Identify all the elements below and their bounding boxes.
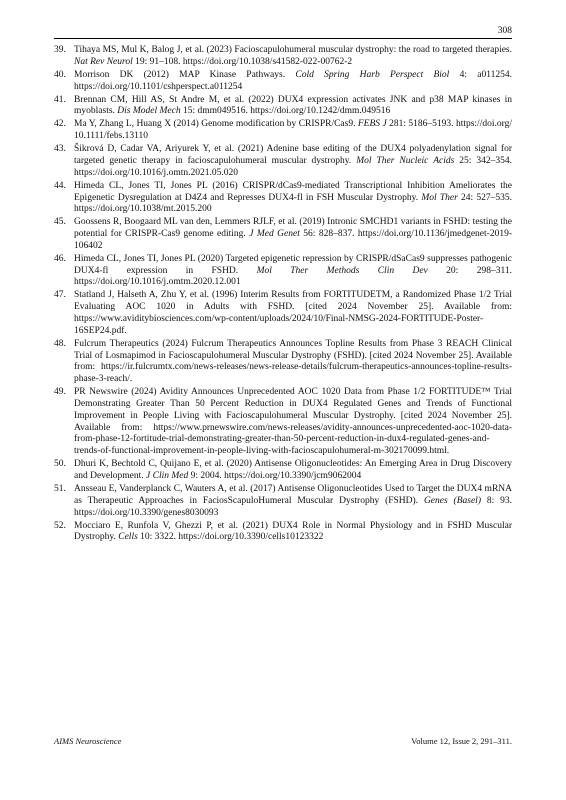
reference-journal: Dis Model Mech [117,106,181,117]
reference-item [54,95,512,119]
reference-text: Fulcrum Therapeutics (2024) Fulcrum Therapeutics Announces Topline Results from Phase 3 REACH Clinical Trial of Losmapimod in Facioscapulohumeral Muscular Dystrophy (FSHD). [cited 2024 November 25]. Available from: https://ir.fulcrumtx.com/news-releases/news-release-details/fulcrum-therapeutics-announces-topline-results-phase-3-reach/. [74,338,512,385]
reference-text: PR Newswire (2024) Avidity Announces Unprecedented AOC 1020 Data from Phase 1/2 FORTITUDE™ Trial Demonstrating Greater Than 50 Percent Reduction in DUX4 Regulated Genes and Trends of Functional Improvement in People Living with Facioscapulohumeral Muscular Dystrophy. [cited 2024 November 25]. Available from: https://www.prnewswire.com/news-releases/avidity-announces-unprecedented-aoc-1020-data-from-phase-12-fortitude-trial-demonstrating-greater-than-50-percent-reduction-in-dux4-regulated-genes-and-trends-of-functional-improvement-in-people-living-with-facioscapulohumeral-m-302170099.html. [74,387,512,457]
reference-item [54,459,512,483]
reference-item [54,387,512,458]
reference-number: 45. [54,217,66,228]
reference-number: 47. [54,290,66,301]
reference-text: 19: 91–108. https://doi.org/10.1038/s41582-022-00762-2 [132,56,353,67]
reference-text: Brennan CM, Hill AS, St Andre M, et al. (2022) DUX4 expression activates JNK and p38 MAP kinases in myoblasts. [74,94,512,117]
reference-journal: Mol Ther [421,192,458,203]
reference-number: 44. [54,180,66,191]
reference-journal: Cells [118,532,138,543]
reference-item [54,254,512,289]
reference-text: Morrison DK (2012) MAP Kinase Pathways. [74,69,296,80]
reference-item [54,521,512,545]
reference-text: 10: 3322. https://doi.org/10.3390/cells10123322 [137,532,324,543]
reference-number: 42. [54,119,66,130]
reference-item [54,119,512,143]
reference-item [54,45,512,69]
reference-text: Statland J, Halseth A, Zhu Y, et al. (1996) Interim Results from FORTITUDETM, a Randomized Phase 1/2 Trial Evaluating AOC 1020 in Adults with FSHD. [cited 2024 November 25]. Available from: https://www.aviditybiosciences.com/wp-content/uploads/2024/10/Final-NMSG-2024-FORTITUDE-Poster-16SEP24.pdf. [74,290,512,336]
reference-text: 9: 2004. https://doi.org/10.3390/jcm9062004 [188,470,362,481]
reference-text: Ansseau E, Vanderplanck C, Wauters A, et al. (2017) Antisense Oligonucleotides Used to Target the DUX4 mRNA as Therapeutic Approaches in FaciosScapuloHumeral Muscular Dystrophy (FSHD). [74,483,512,506]
header-rule [54,38,512,39]
reference-text: 24: 527–535. https://doi.org/10.1038/mt.2015.200 [74,192,512,215]
reference-number: 50. [54,459,66,470]
reference-item [54,290,512,337]
reference-list [54,45,512,545]
reference-journal: Mol Ther Nucleic Acids [356,155,455,166]
reference-text: Ma Y, Zhang L, Huang X (2014) Genome modification by CRISPR/Cas9. [74,119,358,130]
reference-text: Tihaya MS, Mul K, Balog J, et al. (2023) Facioscapulohumeral muscular dystrophy: the road to targeted therapies. [74,45,512,55]
footer-volume-info: Volume 12, Issue 2, 291–311. [411,736,512,746]
reference-text: Goossens R, Boogaard ML van den, Lemmers RJLF, et al. (2019) Intronic SMCHD1 variants in FSHD: testing the potential for CRISPR-Cas9 genome editing. [74,217,512,240]
reference-text: 20: 298–311. https://doi.org/10.1016/j.omtm.2020.12.001 [74,265,512,288]
reference-text: Dhuri K, Bechtold C, Quijano E, et al. (2020) Antisense Oligonucleotides: An Emerging Area in Drug Discovery and Development. [74,459,512,481]
reference-text: Šikrová D, Cadar VA, Ariyurek Y, et al. (2021) Adenine base editing of the DUX4 polyadenylation signal for targeted genetic therapy in facioscapulohumeral muscular dystrophy. [74,144,512,166]
reference-number: 40. [54,69,66,80]
reference-number: 48. [54,338,66,349]
reference-journal: Mol Ther Methods Clin Dev [256,265,428,276]
reference-text: Mocciaro E, Runfola V, Ghezzi P, et al. (2021) DUX4 Role in Normal Physiology and in FSHD Muscular Dystrophy. [74,520,512,543]
reference-text: Himeda CL, Jones TI, Jones PL (2020) Targeted epigenetic repression by CRISPR/dSaCas9 suppresses pathogenic DUX4-fl expression in FSHD. [74,253,512,276]
reference-item [54,181,512,216]
reference-number: 52. [54,520,66,531]
reference-number: 39. [54,45,66,55]
reference-journal: Nat Rev Neurol [74,56,133,67]
reference-item [54,484,512,519]
reference-item [54,339,512,386]
reference-text: 25: 342–354. https://doi.org/10.1016/j.omtn.2021.05.020 [74,155,513,178]
reference-text: 4: a011254. https://doi.org/10.1101/cshperspect.a011254 [74,69,512,92]
reference-text: 8: 93. https://doi.org/10.3390/genes8030093 [74,495,512,518]
reference-text: 15: dmm049516. https://doi.org/10.1242/dmm.049516 [180,106,391,117]
reference-number: 51. [54,483,66,494]
reference-text: 56: 828–837. https://doi.org/10.1136/jmedgenet-2019-106402 [74,229,512,251]
reference-journal: J Med Genet [249,229,300,240]
reference-text: 281: 5186–5193. https://doi.org/ 10.1111/febs.13110 [74,119,512,142]
reference-text: Himeda CL, Jones TI, Jones PL (2016) CRISPR/dCas9-mediated Transcriptional Inhibition Ameliorates the Epigenetic Dysregulation at D4Z4 and Represses DUX4-fl in FSH Muscular Dystrophy. [74,180,512,203]
reference-number: 43. [54,144,66,155]
reference-number: 49. [54,387,66,398]
footer-journal-name: AIMS Neuroscience [54,736,122,746]
reference-item [54,70,512,94]
reference-item [54,144,512,179]
reference-journal: Cold Spring Harb Perspect Biol [295,69,450,80]
reference-journal: FEBS J [357,119,387,130]
reference-item [54,217,512,252]
reference-journal: J Clin Med [146,470,189,481]
page-number: 308 [497,26,512,36]
reference-number: 46. [54,253,66,264]
reference-number: 41. [54,94,66,105]
reference-journal: Genes (Basel) [423,495,481,506]
